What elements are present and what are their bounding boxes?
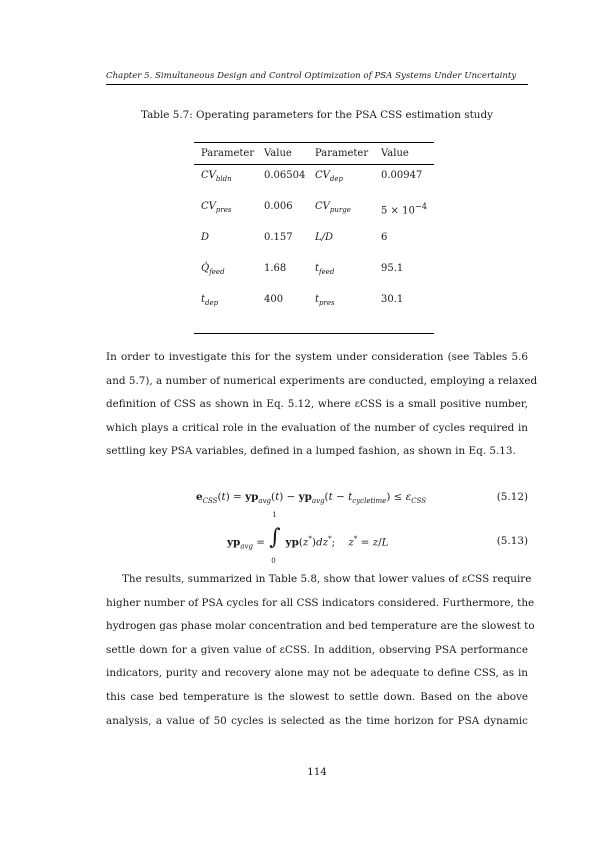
- paragraph-line: In order to investigate this for the system under consideration (see Tables 5.6: [106, 351, 528, 363]
- equation-5-12: $e_{CSS}(t) = yp_{avg}(t) - yp_{avg}(t - t_{cycletime}) \le \varepsilon_{CSS}$: [196, 491, 427, 506]
- integral-upper-limit: 1: [272, 511, 277, 520]
- page-number: 114: [307, 766, 327, 778]
- value-cv-purge: $5 \times 10^{-4}$: [381, 201, 428, 217]
- param-cv-pres: $CV_{pres}$: [201, 201, 232, 214]
- param-cv-purge: $CV_{purge}$: [315, 201, 351, 214]
- integral-lower-limit: 0: [271, 557, 276, 566]
- paragraph-line: which plays a critical role in the evaluation of the number of cycles required in: [106, 421, 528, 434]
- param-cv-dep: $CV_{dep}$: [315, 170, 343, 183]
- paragraph-line: The results, summarized in Table 5.8, show that lower values of εCSS require: [122, 573, 532, 585]
- table-caption: Table 5.7: Operating parameters for the PSA CSS estimation study: [140, 109, 494, 121]
- value-t-pres: 30.1: [381, 294, 404, 305]
- paragraph-css-definition: [106, 346, 538, 464]
- integral-sign: 1 ∫ 0: [269, 511, 281, 566]
- running-head: Chapter 5. Simultaneous Design and Control Optimization of PSA Systems Under Uncertainty: [106, 71, 517, 81]
- value-d: 0.157: [264, 232, 293, 243]
- param-l-over-d: L/D: [315, 232, 334, 243]
- equation-5-13: $yp_{avg}$ = 1 ∫ 0 yp(z*)dz*; z* = z/L: [227, 511, 389, 566]
- param-d: D: [201, 232, 210, 243]
- table-row: [194, 289, 434, 320]
- table-row: [194, 227, 434, 258]
- header-value-2: Value: [381, 148, 409, 159]
- header-parameter-1: Parameter: [201, 148, 255, 159]
- value-cv-pres: 0.006: [264, 201, 293, 212]
- paragraph-line: definition of CSS as shown in Eq. 5.12, where εCSS is a small positive number,: [106, 398, 528, 411]
- table-row: [194, 258, 434, 289]
- param-t-dep: $t_{dep}$: [201, 294, 219, 307]
- paragraph-line: this case bed temperature is the slowest to settle down. Based on the above: [106, 690, 528, 703]
- header-parameter-2: Parameter: [315, 148, 369, 159]
- value-cv-dep: 0.00947: [381, 170, 423, 181]
- paragraph-line: settle down for a given value of εCSS. In addition, observing PSA performance: [106, 643, 528, 656]
- value-cv-bldn: 0.06504: [264, 170, 306, 181]
- param-t-feed: $t_{feed}$: [315, 263, 335, 276]
- param-q-feed: $Q̇_{feed}$: [201, 263, 225, 276]
- param-t-pres: $t_{pres}$: [315, 294, 335, 307]
- paragraph-line: higher number of PSA cycles for all CSS indicators considered. Furthermore, the: [106, 596, 535, 609]
- paragraph-line: analysis, a value of 50 cycles is selected as the time horizon for PSA dynamic: [106, 714, 528, 727]
- header-value-1: Value: [264, 148, 292, 159]
- table-bottom-rule: [194, 333, 434, 334]
- paragraph-results: [106, 568, 535, 733]
- equation-number: (5.13): [496, 535, 528, 547]
- value-q-feed: 1.68: [264, 263, 287, 274]
- paragraph-line: hydrogen gas phase molar concentration and bed temperature are the slowest to: [106, 620, 535, 633]
- operating-parameters-table: [194, 142, 434, 334]
- header-rule: [106, 84, 528, 85]
- equation-number: (5.12): [496, 491, 528, 503]
- value-l-over-d: 6: [381, 232, 388, 243]
- paragraph-line: indicators, purity and recovery alone may not be adequate to define CSS, as in: [106, 667, 528, 680]
- table-row: [194, 165, 434, 196]
- value-t-dep: 400: [264, 294, 284, 305]
- table-header-row: [194, 143, 434, 164]
- paragraph-line: and 5.7), a number of numerical experiments are conducted, employing a relaxed: [106, 374, 538, 387]
- table-row: [194, 196, 434, 227]
- value-t-feed: 95.1: [381, 263, 404, 274]
- paragraph-line: settling key PSA variables, defined in a lumped fashion, as shown in Eq. 5.13.: [106, 445, 516, 458]
- param-cv-bldn: $CV_{bldn}$: [201, 170, 232, 183]
